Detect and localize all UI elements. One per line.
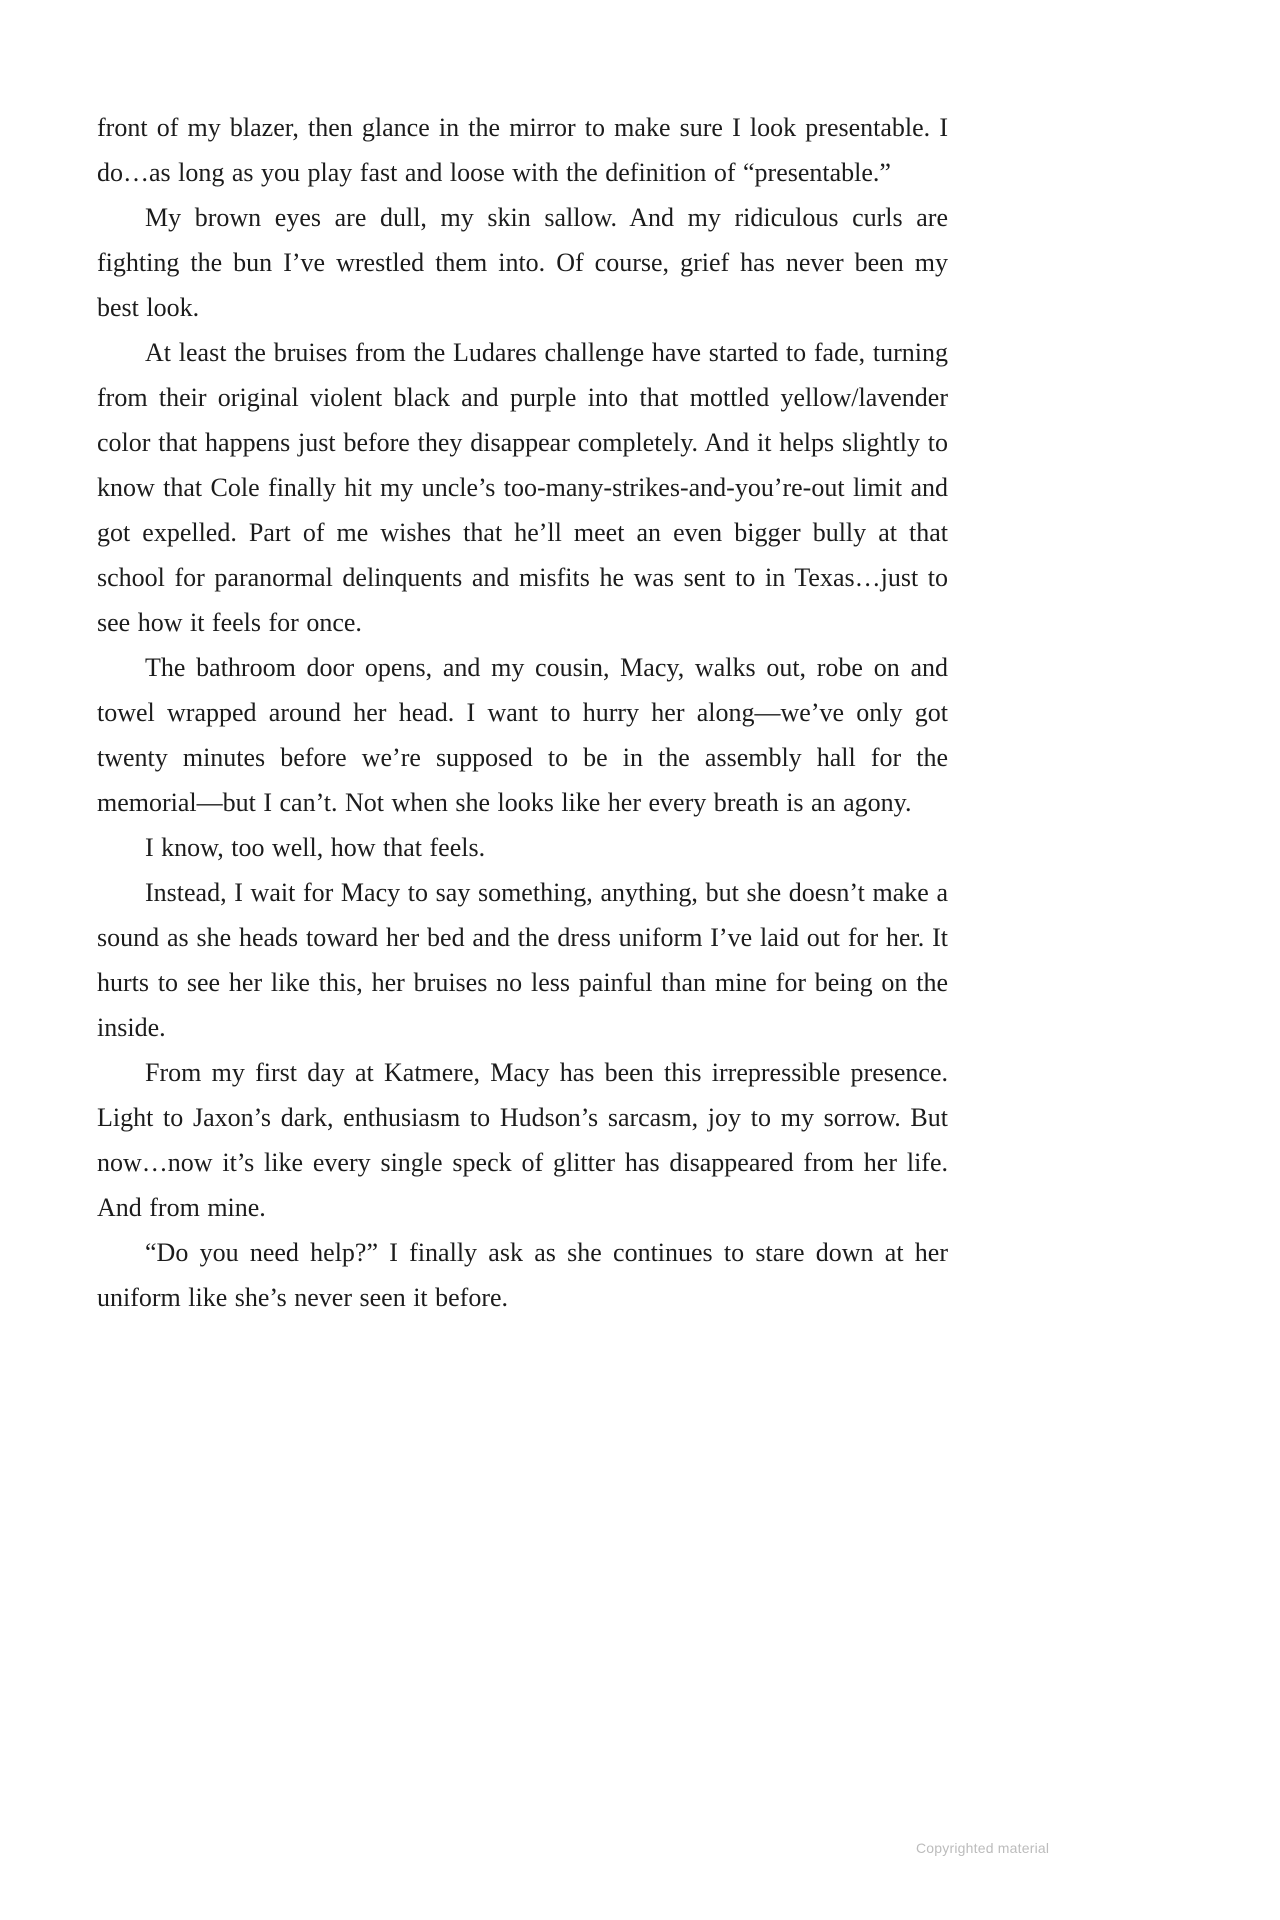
paragraph: front of my blazer, then glance in the mirror to make sure I look presentable. I do…as long as you play fast and loose with the definition of “presentable.” <box>97 113 948 187</box>
paragraph: My brown eyes are dull, my skin sallow. And my ridiculous curls are fighting the bun I’ve wrestled them into. Of course, grief has never been my best look. <box>97 203 948 322</box>
paragraph: At least the bruises from the Ludares challenge have started to fade, turning from their original violent black and purple into that mottled yellow/lavender color that happens just before they disappear completely. And it helps slightly to know that Cole finally hit my uncle’s too-many-strikes-and-you’re-out limit and got expelled. Part of me wishes that he’ll meet an even bigger bully at that school for paranormal delinquents and misfits he was sent to in Texas…just to see how it feels for once. <box>97 338 948 637</box>
paragraph: The bathroom door opens, and my cousin, Macy, walks out, robe on and towel wrapped around her head. I want to hurry her along—we’ve only got twenty minutes before we’re supposed to be in the assembly hall for the memorial—but I can’t. Not when she looks like her every breath is an agony. <box>97 653 948 817</box>
page-text-block <box>97 105 948 1320</box>
paragraph: “Do you need help?” I finally ask as she continues to stare down at her uniform like she’s never seen it before. <box>97 1238 948 1312</box>
paragraph: Instead, I wait for Macy to say something, anything, but she doesn’t make a sound as she heads toward her bed and the dress uniform I’ve laid out for her. It hurts to see her like this, her bruises no less painful than mine for being on the inside. <box>97 878 948 1042</box>
paragraph: From my first day at Katmere, Macy has been this irrepressible presence. Light to Jaxon’s dark, enthusiasm to Hudson’s sarcasm, joy to my sorrow. But now…now it’s like every single speck of glitter has disappeared from her life. And from mine. <box>97 1058 948 1222</box>
copyright-watermark: Copyrighted material <box>916 1840 1050 1856</box>
paragraph: I know, too well, how that feels. <box>145 833 486 862</box>
